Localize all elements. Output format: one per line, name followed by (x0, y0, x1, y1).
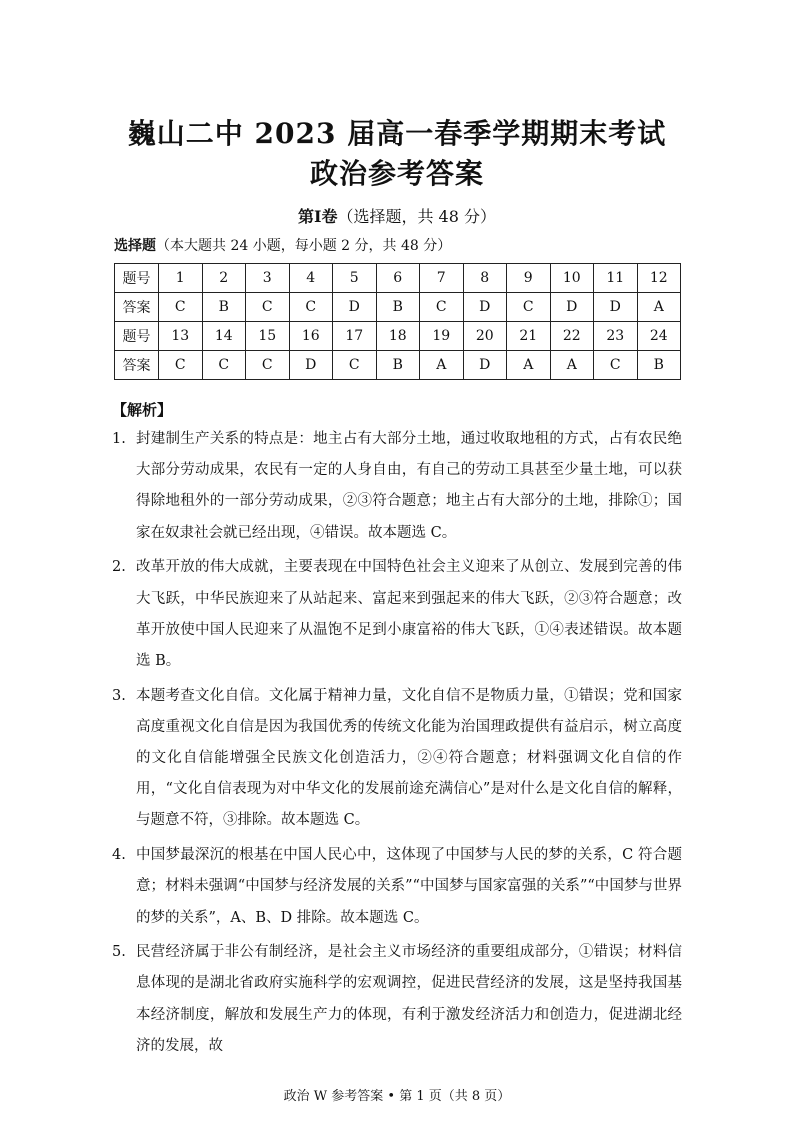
page-footer: 政治 W 参考答案 • 第 1 页（共 8 页） (283, 1089, 511, 1104)
table-row-answers-2 (115, 351, 681, 380)
item-number: 4. (112, 847, 126, 864)
analysis-item (112, 681, 682, 837)
answer-cell: D (463, 293, 507, 322)
question-cell: 8 (463, 264, 507, 293)
question-cell: 19 (420, 322, 464, 351)
analysis-item (112, 552, 682, 677)
question-cell: 20 (463, 322, 507, 351)
question-cell: 12 (637, 264, 681, 293)
answer-cell: C (159, 351, 203, 380)
answer-cell: B (376, 351, 420, 380)
answer-cell: C (246, 293, 290, 322)
mc-label: 选择题 (114, 238, 156, 254)
answer-cell: A (637, 293, 681, 322)
question-cell: 13 (159, 322, 203, 351)
analysis-list (112, 424, 682, 1066)
question-cell: 5 (333, 264, 377, 293)
question-cell: 3 (246, 264, 290, 293)
question-cell: 23 (594, 322, 638, 351)
section-subtitle: （选择题，共 48 分） (337, 207, 497, 226)
answer-cell: C (333, 351, 377, 380)
question-cell: 24 (637, 322, 681, 351)
question-cell: 14 (202, 322, 246, 351)
item-text: 封建制生产关系的特点是：地主占有大部分土地，通过收取地租的方式，占有农民绝大部分劳动成果，农民有一定的人身自由，有自己的劳动工具甚至少量土地，可以获得除地租外的一部分劳动成果，②③符合题意；地主占有大部分的土地，排除①；国家在奴隶社会就已经出现，④错误。故本题选 C。 (136, 431, 682, 541)
answer-cell: A (507, 351, 551, 380)
table-row-questions-2 (115, 322, 681, 351)
question-cell: 16 (289, 322, 333, 351)
analysis-item (112, 840, 682, 934)
answer-label-cell: 答案 (115, 293, 159, 322)
item-text: 中国梦最深沉的根基在中国人民心中，这体现了中国梦与人民的梦的关系，C 符合题意；材料未强调“中国梦与经济发展的关系”“中国梦与国家富强的关系”“中国梦与世界的梦的关系”，A、B、D 排除。故本题选 C。 (136, 847, 682, 926)
question-cell: 11 (594, 264, 638, 293)
mc-note: （本大题共 24 小题，每小题 2 分，共 48 分） (156, 238, 452, 254)
answer-cell: B (637, 351, 681, 380)
item-number: 5. (112, 944, 126, 961)
answer-cell: D (550, 293, 594, 322)
question-cell: 9 (507, 264, 551, 293)
answer-cell: D (594, 293, 638, 322)
question-cell: 15 (246, 322, 290, 351)
answer-cell: C (594, 351, 638, 380)
section-title: 第Ⅰ卷 (297, 207, 338, 226)
answer-cell: C (289, 293, 333, 322)
answer-cell: D (289, 351, 333, 380)
answer-cell: C (507, 293, 551, 322)
answer-cell: C (159, 293, 203, 322)
question-cell: 17 (333, 322, 377, 351)
item-number: 3. (112, 687, 126, 704)
answer-cell: C (420, 293, 464, 322)
analysis-item (112, 937, 682, 1062)
item-text: 本题考查文化自信。文化属于精神力量，文化自信不是物质力量，①错误；党和国家高度重视文化自信是因为我国优秀的传统文化能为治国理政提供有益启示，树立高度的文化自信能增强全民族文化创造活力，②④符合题意；材料强调文化自信的作用，“文化自信表现为对中华文化的发展前途充满信心”是对什么是文化自信的解释，与题意不符，③排除。故本题选 C。 (136, 687, 682, 829)
question-label-cell: 题号 (115, 264, 159, 293)
multiple-choice-intro (114, 235, 451, 255)
item-text: 民营经济属于非公有制经济，是社会主义市场经济的重要组成部分，①错误；材料信息体现的是湖北省政府实施科学的宏观调控，促进民营经济的发展，这是坚持我国基本经济制度，解放和发展生产力的体现，有利于激发经济活力和创造力，促进湖北经济的发展，故 (136, 944, 682, 1054)
answer-label-cell: 答案 (115, 351, 159, 380)
question-cell: 6 (376, 264, 420, 293)
question-cell: 1 (159, 264, 203, 293)
table-row-answers-1 (115, 293, 681, 322)
section-heading (0, 204, 794, 227)
item-number: 1. (112, 431, 126, 447)
question-cell: 21 (507, 322, 551, 351)
question-cell: 7 (420, 264, 464, 293)
analysis-heading: 【解析】 (112, 401, 173, 419)
question-cell: 2 (202, 264, 246, 293)
answer-cell: A (550, 351, 594, 380)
answer-cell: D (333, 293, 377, 322)
answer-cell: C (202, 351, 246, 380)
answer-cell: C (246, 351, 290, 380)
answer-cell: B (202, 293, 246, 322)
answer-key-table (114, 263, 681, 380)
question-cell: 10 (550, 264, 594, 293)
document-title: 巍山二中 2023 届高一春季学期期末考试 (127, 117, 667, 150)
answer-cell: A (420, 351, 464, 380)
question-label-cell: 题号 (115, 322, 159, 351)
analysis-item (112, 424, 682, 549)
answer-cell: B (376, 293, 420, 322)
question-cell: 4 (289, 264, 333, 293)
document-subtitle: 政治参考答案 (309, 157, 484, 190)
question-cell: 22 (550, 322, 594, 351)
question-cell: 18 (376, 322, 420, 351)
answer-cell: D (463, 351, 507, 380)
item-text: 改革开放的伟大成就，主要表现在中国特色社会主义迎来了从创立、发展到完善的伟大飞跃，中华民族迎来了从站起来、富起来到强起来的伟大飞跃，②③符合题意；改革开放使中国人民迎来了从温饱不足到小康富裕的伟大飞跃，①④表述错误。故本题选 B。 (136, 559, 682, 669)
table-row-questions-1 (115, 264, 681, 293)
item-number: 2. (112, 559, 126, 576)
